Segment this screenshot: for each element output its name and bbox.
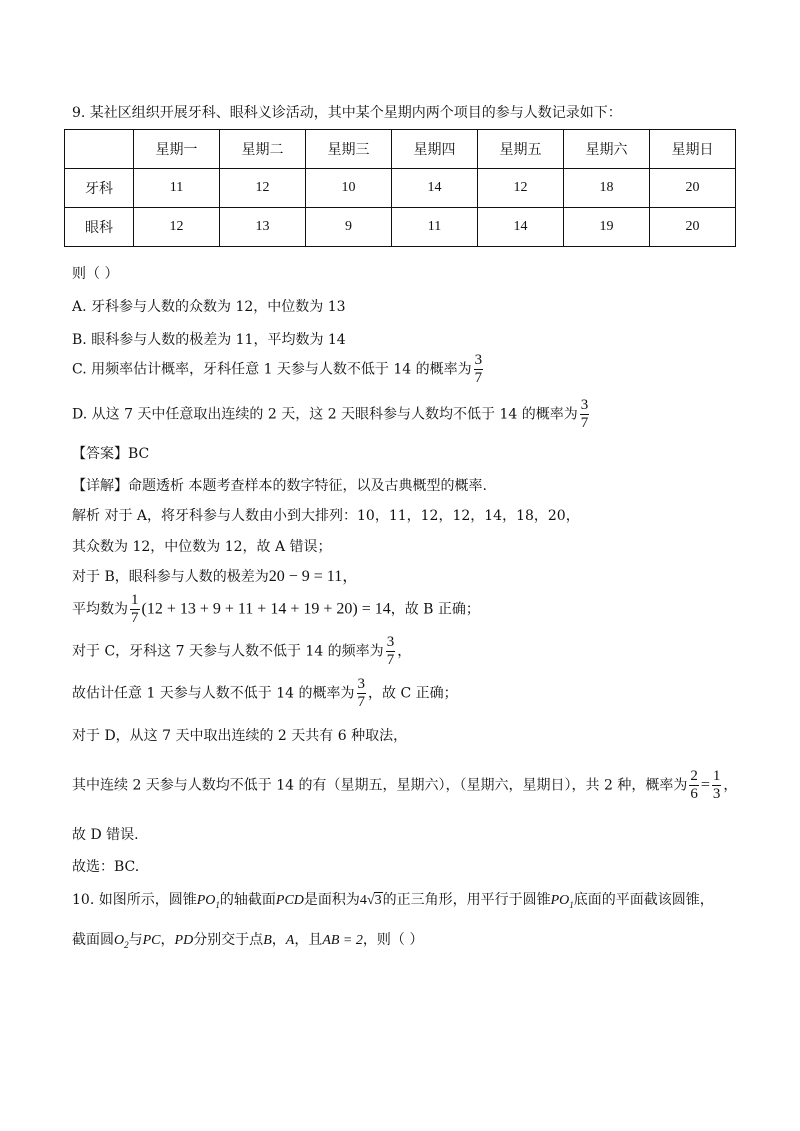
numerator: 3 (386, 634, 395, 650)
text: 与 (128, 932, 143, 948)
text: ，则（ ） (362, 932, 424, 948)
option-c (72, 352, 485, 387)
solution-line-10: 故选：BC. (72, 859, 140, 875)
text: ， (271, 932, 286, 948)
text: 10. 如图所示，圆锥 (72, 892, 197, 908)
denominator: 6 (690, 786, 698, 802)
text: ， (160, 932, 175, 948)
table-header-cell: 星期日 (650, 130, 736, 169)
math-o2 (114, 933, 129, 948)
fraction (357, 676, 367, 711)
solution-line-3 (72, 567, 358, 587)
denominator: 3 (712, 786, 721, 802)
math-area: 4√3 (359, 893, 382, 908)
option-d (72, 397, 591, 432)
denominator: 7 (474, 370, 483, 386)
answer: 【答案】BC (72, 446, 150, 462)
table-header-cell: 星期六 (564, 130, 650, 169)
fraction (580, 397, 590, 432)
table-cell: 20 (650, 208, 736, 247)
table-row-label: 眼科 (65, 208, 134, 247)
table-cell: 12 (478, 169, 564, 208)
option-a: A. 牙科参与人数的众数为 12，中位数为 13 (72, 299, 346, 315)
math-b: B (263, 933, 272, 948)
q10-line-1 (72, 890, 714, 915)
table-header-row (65, 130, 736, 169)
numerator: 1 (712, 768, 721, 784)
math-ab: AB = 2 (322, 933, 363, 948)
option-b: B. 眼科参与人数的极差为 11，平均数为 14 (72, 332, 346, 348)
denominator: 7 (131, 610, 139, 626)
text: ， (397, 643, 412, 660)
option-d-text: D. 从这 7 天中任意取出连续的 2 天，这 2 天眼科参与人数均不低于 14 的概率为 (72, 406, 578, 423)
numerator: 1 (131, 592, 139, 608)
option-c-text: C. 用频率估计概率，牙科任意 1 天参与人数不低于 14 的概率为 (72, 361, 472, 378)
table-row-label: 牙科 (65, 169, 134, 208)
table-header-cell: 星期五 (478, 130, 564, 169)
solution-line-1: 解析 对于 A，将牙科参与人数由小到大排列：10，11，12，12，14，18，20， (72, 508, 580, 524)
solution-line-2: 其众数为 12，中位数为 12，故 A 错误； (72, 539, 332, 555)
math-pd: PD (174, 933, 194, 948)
text: O (114, 933, 125, 948)
solution-line-4 (72, 592, 480, 627)
text: ，故 B 正确； (390, 601, 480, 618)
fraction (474, 352, 484, 387)
table-cell (65, 130, 134, 169)
text: 故估计任意 1 天参与人数不低于 14 的概率为 (72, 685, 355, 702)
math-expression: 20 − 9 = 11， (268, 568, 359, 585)
text: 对于 B，眼科参与人数的极差为 (72, 569, 269, 585)
math-po1 (551, 893, 574, 908)
numerator: 3 (357, 676, 366, 692)
numerator: 3 (580, 397, 589, 413)
text: ，故 C 正确； (368, 685, 458, 702)
table-cell: 9 (306, 208, 392, 247)
table-cell: 12 (134, 208, 220, 247)
numerator: 3 (474, 352, 483, 368)
math-po1 (197, 893, 220, 908)
text: 分别交于点 (193, 932, 264, 948)
table-cell: 19 (564, 208, 650, 247)
equals-sign: = (700, 776, 710, 794)
solution-line-5 (72, 634, 411, 669)
math-a: A (285, 933, 295, 948)
subscript: 1 (215, 899, 220, 910)
math-pc: PC (142, 933, 161, 948)
table-cell: 11 (134, 169, 220, 208)
math-expression: (12 + 13 + 9 + 11 + 14 + 19 + 20) = 14 (141, 600, 391, 618)
solution-line-7: 对于 D，从这 7 天中取出连续的 2 天共有 6 种取法， (72, 728, 408, 744)
text: 底面的平面截该圆锥， (573, 892, 714, 908)
table-cell: 18 (564, 169, 650, 208)
text: 截面圆 (72, 932, 114, 948)
subscript: 2 (124, 939, 129, 950)
table-cell: 20 (650, 169, 736, 208)
radicand: 3 (374, 893, 382, 908)
table-row (65, 169, 736, 208)
text: ，且 (294, 932, 323, 948)
fraction (130, 592, 140, 627)
fraction (689, 768, 699, 803)
text: 的轴截面 (219, 892, 276, 908)
subscript: 1 (569, 899, 574, 910)
table-header-cell: 星期四 (392, 130, 478, 169)
text: 的正三角形，用平行于圆锥 (382, 892, 551, 908)
solution-line-8 (72, 768, 737, 803)
table-cell: 14 (478, 208, 564, 247)
solution-line-6 (72, 676, 458, 711)
denominator: 7 (580, 415, 589, 431)
table-header-cell: 星期一 (134, 130, 220, 169)
text: 平均数为 (72, 601, 128, 618)
table-cell: 11 (392, 208, 478, 247)
text: PO (550, 893, 570, 908)
table-cell: 10 (306, 169, 392, 208)
denominator: 7 (386, 652, 395, 668)
detail-heading: 【详解】命题透析 本题考查样本的数字特征，以及古典概型的概率. (72, 478, 487, 494)
text: PO (196, 893, 216, 908)
denominator: 7 (357, 694, 366, 710)
q9-stem: 9. 某社区组织开展牙科、眼科义诊活动，其中某个星期内两个项目的参与人数记录如下： (72, 105, 622, 121)
text: 其中连续 2 天参与人数均不低于 14 的有（星期五，星期六），（星期六，星期日），共 2 种，概率为 (72, 777, 688, 794)
table-row (65, 208, 736, 247)
table-header-cell: 星期三 (306, 130, 392, 169)
text: 是面积为 (303, 892, 360, 908)
fraction (386, 634, 396, 669)
table-cell: 14 (392, 169, 478, 208)
q9-then: 则（ ） (72, 266, 119, 282)
solution-line-9: 故 D 错误. (72, 827, 139, 843)
visit-table (64, 129, 736, 247)
math-pcd: PCD (275, 893, 304, 908)
table-header-cell: 星期二 (220, 130, 306, 169)
text: 4 (359, 893, 367, 908)
table-cell: 13 (220, 208, 306, 247)
q10-line-2 (72, 930, 423, 955)
numerator: 2 (690, 768, 698, 784)
text: 对于 C，牙科这 7 天参与人数不低于 14 的频率为 (72, 643, 384, 660)
fraction (712, 768, 722, 803)
text: ， (723, 777, 738, 794)
table-cell: 12 (220, 169, 306, 208)
